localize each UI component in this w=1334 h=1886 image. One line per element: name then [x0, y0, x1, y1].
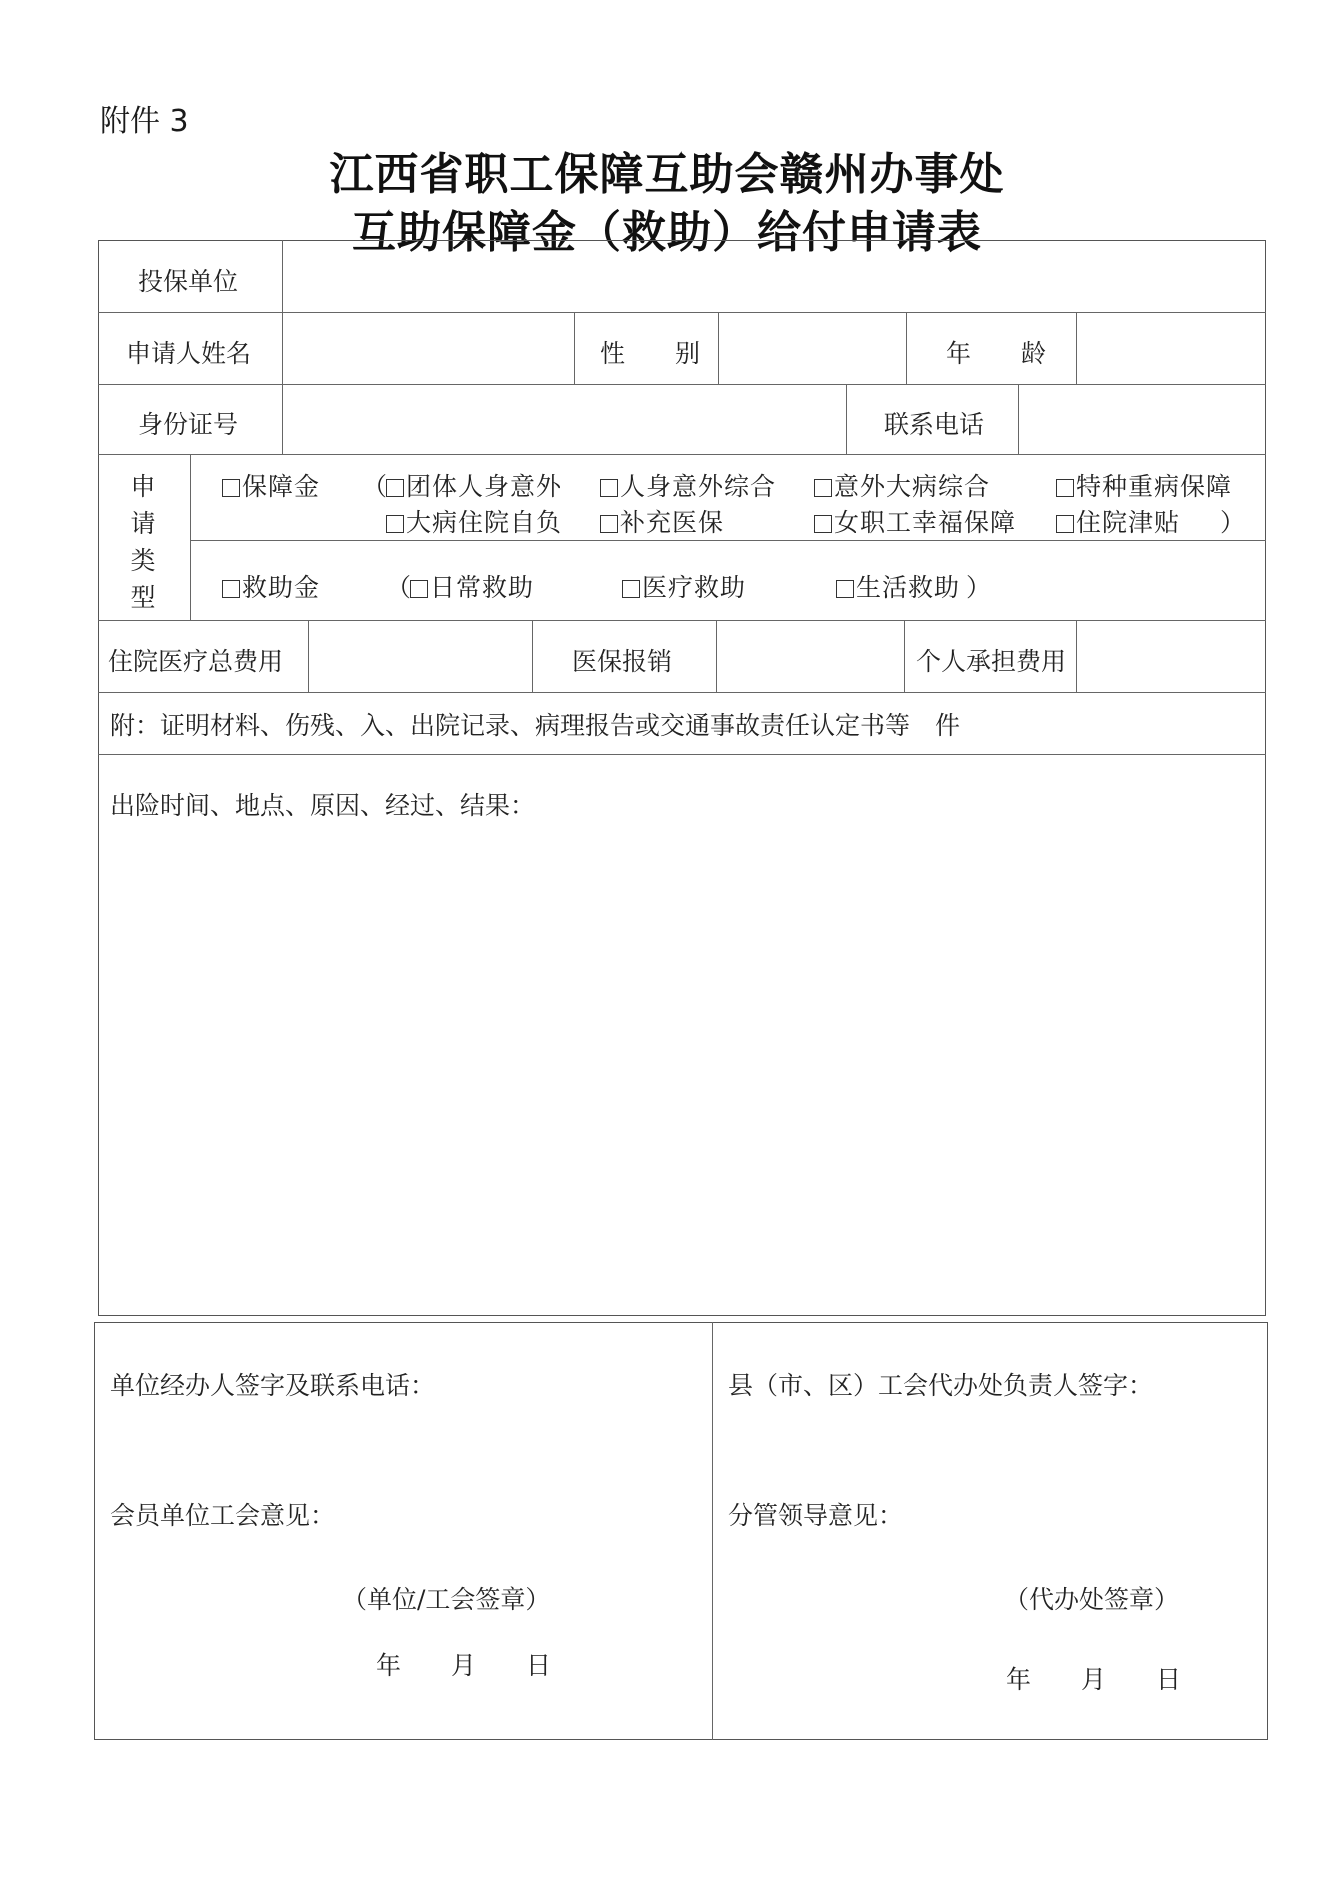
checkbox-icon [814, 515, 832, 533]
checkbox-icon [600, 479, 618, 497]
handler-signature-label: 单位经办人签字及联系电话： [110, 1371, 436, 1400]
guarantee-close-paren: ） [1220, 508, 1247, 537]
option-daily-relief[interactable] [410, 568, 534, 604]
age-field[interactable] [1082, 318, 1260, 378]
union-opinion-field[interactable] [110, 1536, 700, 1586]
phone-field[interactable] [1024, 390, 1260, 448]
personal-cost-label: 个人承担费用 [916, 647, 1067, 676]
right-date-line: 年 月 日 [1006, 1665, 1182, 1694]
total-medical-cost-field[interactable] [314, 626, 526, 686]
id-number-label: 身份证号 [138, 410, 239, 439]
relief-open-paren: （ [386, 573, 413, 602]
form-title-line-1: 江西省职工保障互助会赣州办事处 [329, 149, 1005, 200]
office-head-signature-label: 县（市、区）工会代办处负责人签字： [728, 1371, 1154, 1400]
checkbox-icon [222, 580, 240, 598]
guarantee-fund-checkbox[interactable] [222, 467, 320, 503]
age-label: 年 龄 [946, 339, 1047, 368]
option-label: 生活救助 [856, 573, 961, 602]
guarantee-fund-label: 保障金 [242, 472, 321, 501]
checkbox-icon [410, 580, 428, 598]
incident-description-label: 出险时间、地点、原因、经过、结果： [110, 791, 536, 820]
apply-type-char: 申 [130, 472, 156, 501]
insured-unit-label: 投保单位 [138, 267, 239, 296]
gender-label: 性 别 [600, 339, 701, 368]
attachment-number: 附件 3 [100, 104, 189, 139]
option-female-worker-happiness[interactable] [814, 503, 1016, 539]
phone-label: 联系电话 [884, 410, 985, 439]
checkbox-icon [1056, 515, 1074, 533]
option-label: 团体人身意外 [406, 472, 563, 501]
handler-signature-field[interactable] [110, 1406, 700, 1486]
option-medical-relief[interactable] [622, 568, 746, 604]
form-title-line-2: 互助保障金（救助）给付申请表 [352, 207, 982, 258]
office-seal: （代办处签章） [1004, 1585, 1180, 1614]
option-label: 大病住院自负 [406, 508, 563, 537]
apply-type-label [128, 468, 158, 616]
incident-description-field[interactable] [110, 830, 1256, 1300]
insurance-reimbursement-label: 医保报销 [572, 647, 673, 676]
checkbox-icon [814, 479, 832, 497]
option-special-critical-illness[interactable] [1056, 467, 1232, 503]
option-label: 补充医保 [620, 508, 725, 537]
checkbox-icon [836, 580, 854, 598]
option-label: 意外大病综合 [834, 472, 991, 501]
option-group-accident[interactable] [386, 467, 562, 503]
applicant-name-label: 申请人姓名 [126, 339, 252, 368]
option-label: 医疗救助 [642, 573, 747, 602]
total-medical-cost-label: 住院医疗总费用 [108, 647, 284, 676]
relief-fund-checkbox[interactable] [222, 568, 320, 604]
relief-close-paren: ） [966, 573, 993, 602]
id-number-field[interactable] [290, 390, 840, 448]
option-personal-accident-combined[interactable] [600, 467, 776, 503]
attachments-note: 附：证明材料、伤残、入、出院记录、病理报告或交通事故责任认定书等 件 [110, 711, 961, 740]
guarantee-open-paren: （ [362, 472, 389, 501]
option-accident-illness-combined[interactable] [814, 467, 990, 503]
option-label: 住院津贴 [1076, 508, 1181, 537]
leader-opinion-label: 分管领导意见： [728, 1501, 904, 1530]
option-label: 特种重病保障 [1076, 472, 1233, 501]
office-head-signature-field[interactable] [728, 1406, 1258, 1486]
option-label: 日常救助 [430, 573, 535, 602]
relief-fund-label: 救助金 [242, 573, 321, 602]
checkbox-icon [622, 580, 640, 598]
leader-opinion-field[interactable] [728, 1536, 1258, 1586]
option-serious-illness-hospitalization[interactable] [386, 503, 562, 539]
gender-field[interactable] [724, 318, 900, 378]
insured-unit-field[interactable] [290, 246, 1260, 306]
checkbox-icon [600, 515, 618, 533]
apply-type-char: 请 [130, 509, 156, 538]
checkbox-icon [386, 479, 404, 497]
checkbox-icon [1056, 479, 1074, 497]
option-supplementary-medical[interactable] [600, 503, 724, 539]
option-label: 女职工幸福保障 [834, 508, 1017, 537]
checkbox-icon [222, 479, 240, 497]
option-label: 人身意外综合 [620, 472, 777, 501]
unit-union-seal: （单位/工会签章） [342, 1585, 551, 1614]
insurance-reimbursement-field[interactable] [722, 626, 898, 686]
option-hospital-allowance[interactable] [1056, 503, 1180, 539]
apply-type-char: 型 [130, 583, 156, 612]
left-date-line: 年 月 日 [376, 1651, 552, 1680]
applicant-name-field[interactable] [290, 318, 568, 378]
apply-type-char: 类 [130, 546, 156, 575]
checkbox-icon [386, 515, 404, 533]
union-opinion-label: 会员单位工会意见： [110, 1501, 336, 1530]
option-living-relief[interactable] [836, 568, 960, 604]
personal-cost-field[interactable] [1082, 626, 1260, 686]
